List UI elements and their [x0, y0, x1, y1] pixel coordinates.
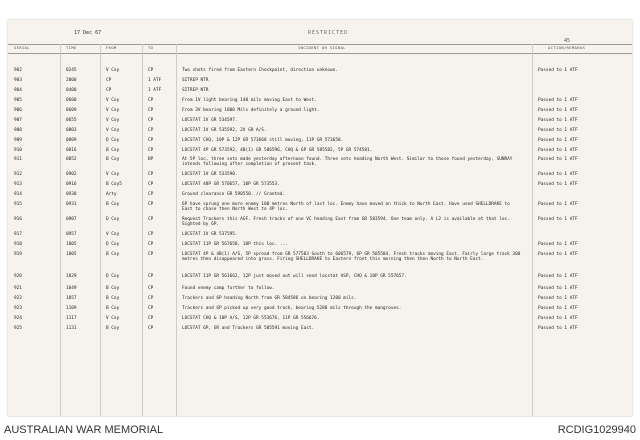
cell-serial: 925: [14, 326, 22, 331]
cell-serial: 921: [14, 286, 22, 291]
col-from: FROM: [106, 46, 117, 50]
cell-time: 0816: [66, 148, 77, 153]
cell-event: LOCSTAT 1V GR 533590.: [182, 172, 238, 177]
cell-serial: 904: [14, 88, 22, 93]
cell-serial: 918: [14, 242, 22, 247]
cell-serial: 912: [14, 172, 22, 177]
cell-to: CP: [148, 182, 154, 187]
table-row: [8, 202, 632, 216]
cell-to: CP: [148, 98, 154, 103]
cell-to: CP: [148, 286, 154, 291]
cell-time: 0809: [66, 138, 77, 143]
cell-from: V Coy: [106, 98, 120, 103]
cell-from: B Coy: [106, 148, 120, 153]
cell-action: Passed to 1 ATF: [538, 118, 578, 123]
cell-serial: 903: [14, 78, 22, 83]
cell-event: LOCSTAT 1V GR 537595.: [182, 232, 238, 237]
cell-event: Ground clearance GR 590550. // Granted.: [182, 192, 286, 197]
cell-from: B Coy: [106, 157, 120, 162]
cell-action: Passed to 1 ATF: [538, 172, 578, 177]
cell-time: 1057: [66, 296, 77, 301]
cell-event: LOCSTAT 4P GR 573592, 4B(1) GR 586596, CHQ & 6P GR 585582, 5P GR 574581.: [182, 148, 373, 153]
cell-serial: 913: [14, 182, 22, 187]
cell-serial: 919: [14, 252, 22, 257]
cell-from: B Coy: [106, 306, 120, 311]
cell-to: BP: [148, 157, 154, 162]
cell-action: Passed to 1 ATF: [538, 182, 578, 187]
cell-to: CP: [148, 172, 154, 177]
cell-to: CP: [148, 232, 154, 237]
cell-time: 0907: [66, 217, 77, 222]
cell-serial: 909: [14, 138, 22, 143]
cell-event: 6P have sprung one more enemy 100 metres North of last loc. Enemy have moved on thick to North East. Have used SHELLDRAKE to East to chase then North West to 4P loc.: [182, 202, 510, 213]
cell-event: LOCSTAT 11P GR 561662, 12P just moved out will send locstat ASP, CHQ & 10P GR 557657.: [182, 274, 407, 279]
cell-event: Trackers and 6P picked up very good track, bearing 5280 mils through the mangroves.: [182, 306, 402, 311]
cell-from: B Coy: [106, 202, 120, 207]
cell-to: CP: [148, 316, 154, 321]
cell-time: 1117: [66, 316, 77, 321]
cell-serial: 908: [14, 128, 22, 133]
cell-time: 0609: [66, 108, 77, 113]
cell-from: D Coy: [106, 274, 120, 279]
cell-action: Passed to 1 ATF: [538, 326, 578, 331]
cell-from: B Coy: [106, 326, 120, 331]
cell-action: Passed to 1 ATF: [538, 316, 578, 321]
col-time: TIME: [66, 46, 77, 50]
cell-to: CP: [148, 306, 154, 311]
cell-action: Passed to 1 ATF: [538, 286, 578, 291]
cell-from: D Coy: [106, 217, 120, 222]
cell-serial: 916: [14, 217, 22, 222]
cell-time: 0957: [66, 232, 77, 237]
cell-action: Passed to 1 ATF: [538, 128, 578, 133]
cell-to: CP: [148, 68, 154, 73]
cell-to: CP: [148, 118, 154, 123]
cell-from: CP: [106, 88, 112, 93]
table-row: [8, 252, 632, 266]
cell-from: D Coy: [106, 138, 120, 143]
footer-ref: RCDIG1029940: [557, 424, 636, 436]
cell-serial: 907: [14, 118, 22, 123]
log-sheet: [8, 20, 632, 416]
cell-from: V Coy: [106, 68, 120, 73]
col-action: ACTION/REMARKS: [548, 46, 586, 50]
footer: [0, 420, 640, 440]
cell-action: Passed to 1 ATF: [538, 138, 578, 143]
cell-event: LOCSTAT 1V GR 534597.: [182, 118, 238, 123]
cell-time: 1005: [66, 242, 77, 247]
cell-serial: 914: [14, 192, 22, 197]
cell-from: V Coy: [106, 128, 120, 133]
cell-to: CP: [148, 242, 154, 247]
cell-event: From 1V light bearing 140 mils moving East to West.: [182, 98, 317, 103]
cell-action: Passed to 1 ATF: [538, 108, 578, 113]
cell-serial: 910: [14, 148, 22, 153]
cell-event: LOCSTAT CHQ, 10P & 12P GR 573668 still moving, 11P GR 573658.: [182, 138, 344, 143]
cell-time: 2000: [66, 78, 77, 83]
col-serial: SERIAL: [14, 46, 30, 50]
footer-archive: AUSTRALIAN WAR MEMORIAL: [4, 424, 164, 436]
cell-from: Arty: [106, 192, 117, 197]
cell-to: CP: [148, 202, 154, 207]
cell-from: D Coy: [106, 242, 120, 247]
cell-from: B Coy: [106, 252, 120, 257]
cell-event: Found enemy camp further to follow.: [182, 286, 275, 291]
cell-event: LOCSTAT 6P, GR and Trackers GR 585591 moving East.: [182, 326, 315, 331]
cell-from: V Coy: [106, 118, 120, 123]
cell-event: LOCSTAT 11P GR 567658, 10P this loc. ...: [182, 242, 288, 247]
cell-action: Passed to 1 ATF: [538, 202, 578, 207]
cell-time: 0931: [66, 202, 77, 207]
cell-event: LOCSTAT CHQ & 10P A/S, 12P GR 553676, 11P GR 556676.: [182, 316, 320, 321]
cell-time: 0600: [66, 98, 77, 103]
cell-serial: 906: [14, 108, 22, 113]
cell-from: V Coy: [106, 316, 120, 321]
cell-time: 0902: [66, 172, 77, 177]
cell-time: 0655: [66, 118, 77, 123]
cell-action: Passed to 1 ATF: [538, 98, 578, 103]
cell-action: Passed to 1 ATF: [538, 242, 578, 247]
cell-serial: 920: [14, 274, 22, 279]
cell-serial: 905: [14, 98, 22, 103]
cell-action: Passed to 1 ATF: [538, 68, 578, 73]
cell-serial: 902: [14, 68, 22, 73]
cell-event: LOCSTAT 48P GR 570657, 10P GR 573553.: [182, 182, 280, 187]
cell-event: Request Trackers this AGF. Fresh tracks of one VC heading East from GR 583594. One team only. A L2 is available at that loc. Sighted by 6P.: [182, 217, 510, 228]
table-row: [8, 326, 632, 340]
cell-action: Passed to 1 ATF: [538, 306, 578, 311]
cell-time: 1109: [66, 306, 77, 311]
page-number: 45: [564, 38, 571, 44]
cell-serial: 924: [14, 316, 22, 321]
cell-from: V Coy: [106, 108, 120, 113]
cell-event: SITREP NTR: [182, 78, 209, 83]
cell-to: CP: [148, 148, 154, 153]
cell-to: CP: [148, 274, 154, 279]
cell-serial: 915: [14, 202, 22, 207]
cell-to: CP: [148, 296, 154, 301]
cell-to: CP: [148, 138, 154, 143]
col-event: INCIDENT OR SIGNAL: [298, 46, 346, 50]
column-header: [8, 44, 632, 54]
cell-serial: 923: [14, 306, 22, 311]
cell-to: CP: [148, 217, 154, 222]
cell-time: 0852: [66, 157, 77, 162]
cell-action: Passed to 1 ATF: [538, 217, 578, 222]
cell-serial: 911: [14, 157, 22, 162]
cell-event: Trackers and 6P heading North from GR 584586 on bearing 1200 mils.: [182, 296, 357, 301]
cell-event: At 5P loc, three sets made yesterday afternoon found. Three sets heading North West. Similar to those found yesterday. SUNRAY intends following after completion of present task.: [182, 157, 513, 168]
cell-to: 1 ATF: [148, 88, 162, 93]
cell-to: CP: [148, 326, 154, 331]
cell-event: SITREP NTR: [182, 88, 209, 93]
cell-time: 0916: [66, 182, 77, 187]
cell-time: 1049: [66, 286, 77, 291]
cell-from: B Coy: [106, 296, 120, 301]
cell-event: From 3V bearing 1800 Mils definitely a ground light.: [182, 108, 320, 113]
cell-event: Two shots fired from Eastern Checkpoint, direction unknown.: [182, 68, 338, 73]
cell-action: Passed to 1 ATF: [538, 274, 578, 279]
cell-to: CP: [148, 128, 154, 133]
cell-time: 1005: [66, 252, 77, 257]
cell-from: V Coy: [106, 232, 120, 237]
cell-action: Passed to 1 ATF: [538, 157, 578, 162]
cell-action: Passed to 1 ATF: [538, 252, 578, 257]
cell-time: 1131: [66, 326, 77, 331]
cell-action: Passed to 1 ATF: [538, 296, 578, 301]
cell-serial: 922: [14, 296, 22, 301]
cell-event: LOCSTAT 1V GR 535592, 2V GR A/S.: [182, 128, 267, 133]
cell-time: 0930: [66, 192, 77, 197]
cell-from: B Coy5: [106, 182, 122, 187]
cell-from: CP: [106, 78, 112, 83]
cell-from: B Coy: [106, 286, 120, 291]
cell-to: CP: [148, 108, 154, 113]
col-to: TO: [148, 46, 154, 50]
cell-action: Passed to 1 ATF: [538, 148, 578, 153]
table-row: [8, 217, 632, 231]
table-row: [8, 157, 632, 171]
sheet-date: 17 Dec 67: [74, 30, 102, 36]
cell-time: 1029: [66, 274, 77, 279]
cell-time: 0245: [66, 68, 77, 73]
cell-serial: 917: [14, 232, 22, 237]
cell-event: LOCSTAT 4P & 4B(1) A/S, 5P spread from GR 577583 South to 606579, 6P GR 585584. Fresh tracks moving East. Fairly large track 300 metres then disappeared into grass. Firing SHELLDRAKE to Eastern front this morning then then North to North East.: [182, 252, 521, 263]
cell-to: 1 ATF: [148, 78, 162, 83]
cell-time: 0400: [66, 88, 77, 93]
classification-stamp: RESTRICTED: [308, 30, 349, 36]
cell-time: 0803: [66, 128, 77, 133]
cell-to: CP: [148, 252, 154, 257]
cell-from: V Coy: [106, 172, 120, 177]
cell-to: CP: [148, 192, 154, 197]
